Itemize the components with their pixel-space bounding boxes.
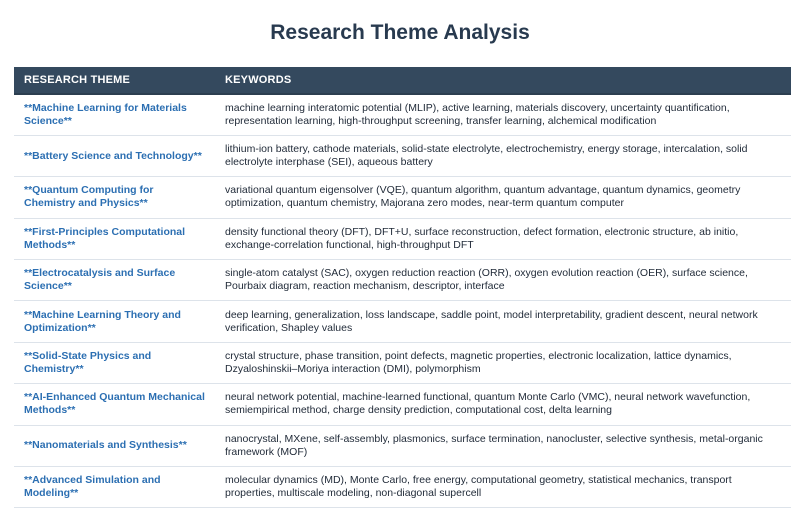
keywords-cell: machine learning interatomic potential (MLIP), active learning, materials discovery, uncertainty quantification, representation learning, high-throughput screening, transfer learning, alchemical modification [215, 94, 791, 135]
theme-cell: **Electrocatalysis and Surface Science** [14, 260, 215, 301]
page-title: Research Theme Analysis [270, 21, 530, 44]
table-row [14, 384, 791, 425]
theme-cell: **First-Principles Computational Methods** [14, 218, 215, 259]
keywords-cell: nanocrystal, MXene, self-assembly, plasmonics, surface termination, nanocluster, selective synthesis, metal-organic framework (MOF) [215, 425, 791, 466]
theme-cell: **Battery Science and Technology** [14, 135, 215, 176]
table-row [14, 467, 791, 508]
theme-cell: **Machine Learning for Materials Science** [14, 94, 215, 135]
theme-table [14, 67, 791, 508]
table-row [14, 218, 791, 259]
theme-cell: **Solid-State Physics and Chemistry** [14, 342, 215, 383]
theme-cell: **AI-Enhanced Quantum Mechanical Methods** [14, 384, 215, 425]
table-row [14, 177, 791, 218]
keywords-cell: lithium-ion battery, cathode materials, solid-state electrolyte, electrochemistry, energy storage, intercalation, solid electrolyte interphase (SEI), aqueous battery [215, 135, 791, 176]
keywords-cell: single-atom catalyst (SAC), oxygen reduction reaction (ORR), oxygen evolution reaction (OER), surface science, Pourbaix diagram, reaction mechanism, descriptor, interface [215, 260, 791, 301]
keywords-cell: deep learning, generalization, loss landscape, saddle point, model interpretability, gradient descent, neural network verification, Shapley values [215, 301, 791, 342]
theme-cell: **Nanomaterials and Synthesis** [14, 425, 215, 466]
header-research-theme[interactable]: RESEARCH THEME [14, 67, 215, 94]
table-row [14, 301, 791, 342]
keywords-cell: variational quantum eigensolver (VQE), quantum algorithm, quantum advantage, quantum dynamics, geometry optimization, quantum chemistry, Majorana zero modes, near-term quantum computer [215, 177, 791, 218]
theme-cell: **Advanced Simulation and Modeling** [14, 467, 215, 508]
table-row [14, 425, 791, 466]
keywords-cell: density functional theory (DFT), DFT+U, surface reconstruction, defect formation, electronic structure, ab initio, exchange-correlation functional, high-throughput DFT [215, 218, 791, 259]
theme-cell: **Quantum Computing for Chemistry and Physics** [14, 177, 215, 218]
table-row [14, 260, 791, 301]
table-row [14, 135, 791, 176]
header-keywords[interactable]: KEYWORDS [215, 67, 791, 94]
table-row [14, 94, 791, 135]
table-row [14, 342, 791, 383]
keywords-cell: crystal structure, phase transition, point defects, magnetic properties, electronic localization, lattice dynamics, Dzyaloshinskii–Moriya interaction (DMI), polymorphism [215, 342, 791, 383]
theme-cell: **Machine Learning Theory and Optimization** [14, 301, 215, 342]
keywords-cell: molecular dynamics (MD), Monte Carlo, free energy, computational geometry, statistical mechanics, transport properties, multiscale modeling, non-diagonal supercell [215, 467, 791, 508]
keywords-cell: neural network potential, machine-learned functional, quantum Monte Carlo (VMC), neural network wavefunction, semiempirical method, charge density prediction, computational cost, delta learning [215, 384, 791, 425]
table-header-row [14, 67, 791, 94]
